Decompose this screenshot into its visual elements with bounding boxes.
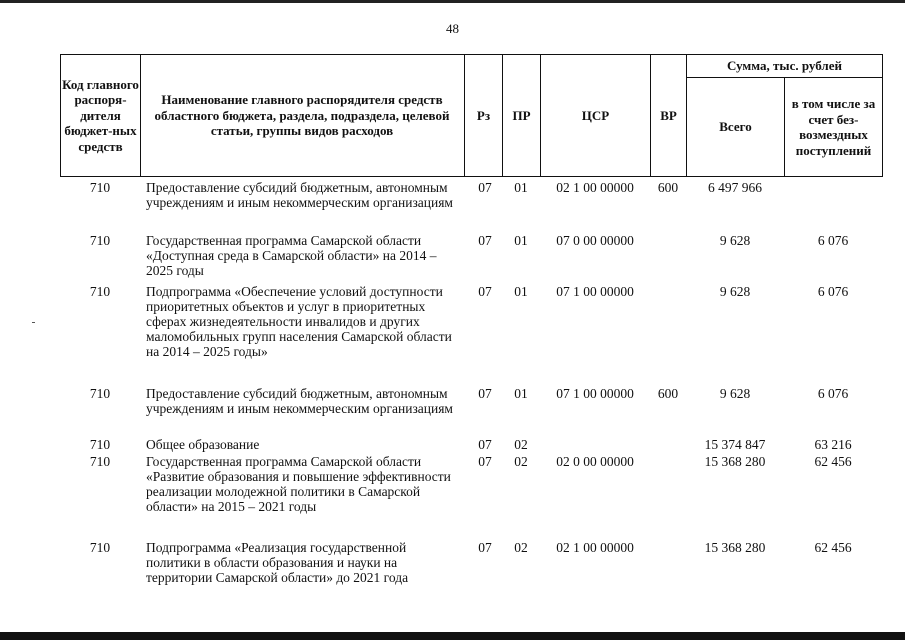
row-csr: 07 1 00 00000: [556, 284, 634, 299]
row-name: Предоставление субсидий бюджетным, автономным учреждениям и иным некоммерческим организациям: [146, 386, 453, 416]
row-total: 9 628: [719, 386, 751, 401]
row-grants: 63 216: [814, 437, 852, 452]
row-vr: 600: [657, 386, 679, 401]
row-total: 15 374 847: [704, 437, 766, 452]
row-csr: 02 1 00 00000: [556, 540, 634, 555]
row-total: 15 368 280: [704, 454, 766, 469]
row-total: 9 628: [719, 233, 751, 248]
row-grants: 6 076: [817, 233, 849, 248]
row-grants: 6 076: [817, 284, 849, 299]
row-pr: 01: [514, 180, 528, 195]
row-code: 710: [89, 284, 111, 299]
row-pr: 02: [514, 540, 528, 555]
header-total: Всего: [719, 119, 752, 135]
page-number: 48: [446, 21, 459, 36]
row-name: Государственная программа Самарской области «Доступная среда в Самарской области» на 2014 – 2025 годы: [146, 233, 437, 278]
row-code: 710: [89, 233, 111, 248]
row-grants: 62 456: [814, 540, 852, 555]
row-name: Предоставление субсидий бюджетным, автономным учреждениям и иным некоммерческим организациям: [146, 180, 453, 210]
row-csr: 02 1 00 00000: [556, 180, 634, 195]
row-vr: 600: [657, 180, 679, 195]
header-rz: Рз: [476, 107, 491, 123]
row-code: 710: [89, 437, 111, 452]
row-csr: 07 0 00 00000: [556, 233, 634, 248]
row-rz: 07: [478, 386, 492, 401]
header-vr: ВР: [660, 107, 677, 123]
header-code: Код главного распоря-дителя бюджет-ных средств: [62, 76, 139, 154]
row-rz: 07: [478, 233, 492, 248]
row-rz: 07: [478, 437, 492, 452]
row-rz: 07: [478, 284, 492, 299]
top-border: [0, 0, 905, 3]
row-rz: 07: [478, 180, 492, 195]
row-name: Общее образование: [146, 437, 260, 452]
header-grants: в том числе за счет без-возмездных поступлений: [791, 96, 876, 158]
header-name: Наименование главного распорядителя средств областного бюджета, раздела, подраздела, целевой статьи, группы видов расходов: [154, 92, 450, 139]
header-csr: ЦСР: [581, 107, 610, 123]
row-pr: 01: [514, 233, 528, 248]
header-sum: Сумма, тыс. рублей: [727, 58, 842, 74]
col-divider: [882, 54, 883, 176]
row-pr: 02: [514, 454, 528, 469]
header-pr: ПР: [512, 107, 531, 123]
header-bottom-rule: [60, 176, 883, 177]
row-rz: 07: [478, 454, 492, 469]
row-rz: 07: [478, 540, 492, 555]
row-name: Подпрограмма «Реализация государственной политики в области образования и науки на территории Самарской области» до 2021 года: [146, 540, 409, 585]
row-code: 710: [89, 180, 111, 195]
row-name: Государственная программа Самарской области «Развитие образования и повышение эффективности реализации молодежной политики в Самарской области» на 2015 – 2021 годы: [146, 454, 451, 514]
row-csr: 07 1 00 00000: [556, 386, 634, 401]
row-grants: 6 076: [817, 386, 849, 401]
bottom-border: [0, 632, 905, 640]
row-pr: 01: [514, 386, 528, 401]
row-name: Подпрограмма «Обеспечение условий доступности приоритетных объектов и услуг в приоритетных сферах жизнедеятельности инвалидов и других маломобильных групп населения Самарской области на 2014 – 2025 годы»: [146, 284, 452, 359]
row-pr: 02: [514, 437, 528, 452]
row-pr: 01: [514, 284, 528, 299]
row-total: 9 628: [719, 284, 751, 299]
row-code: 710: [89, 454, 111, 469]
row-grants: 62 456: [814, 454, 852, 469]
row-csr: 02 0 00 00000: [556, 454, 634, 469]
scan-speck: [32, 322, 35, 323]
col-divider: [140, 54, 141, 176]
row-total: 6 497 966: [708, 180, 762, 195]
row-total: 15 368 280: [704, 540, 766, 555]
row-code: 710: [89, 540, 111, 555]
row-code: 710: [89, 386, 111, 401]
